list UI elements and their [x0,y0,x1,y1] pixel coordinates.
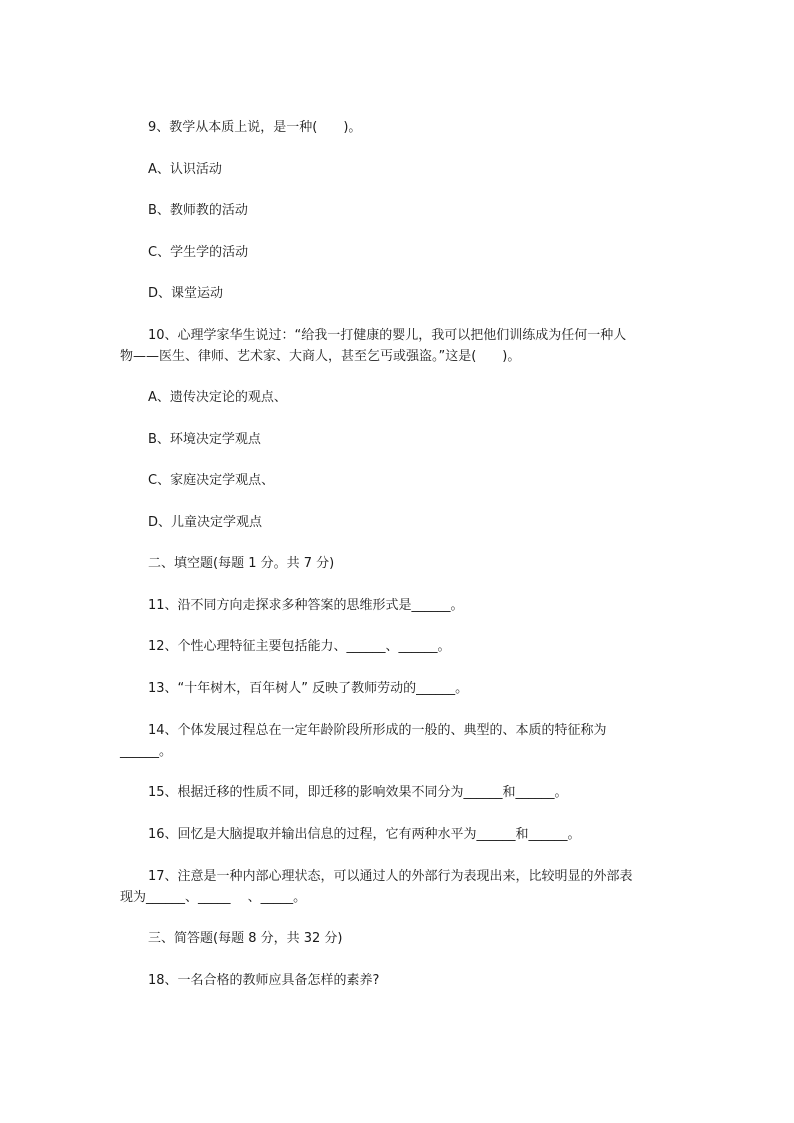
question-10-option-d: D、儿童决定学观点 [148,515,263,530]
question-10-option-c: C、家庭决定学观点、 [148,473,275,488]
question-15: 15、根据迁移的性质不同，即迁移的影响效果不同分为______和______。 [148,785,568,800]
question-9-stem: 9、教学从本质上说，是一种( )。 [148,120,362,135]
question-9-option-b: B、教师教的活动 [148,203,248,218]
section-2-heading: 二、填空题(每题 1 分。共 7 分) [148,556,335,571]
question-10-option-b: B、环境决定学观点 [148,432,261,447]
question-9-option-a: A、认识活动 [148,162,222,177]
question-18: 18、一名合格的教师应具备怎样的素养? [148,973,380,988]
section-3-heading: 三、简答题(每题 8 分，共 32 分) [148,931,343,946]
question-9-option-d: D、课堂运动 [148,286,224,301]
question-14-line1: 14、个体发展过程总在一定年龄阶段所形成的一般的、典型的、本质的特征称为 [148,723,607,738]
question-10-stem-line2: 物——医生、律师、艺术家、大商人，甚至乞丐或强盗。”这是( )。 [120,349,521,364]
question-9-option-c: C、学生学的活动 [148,245,249,260]
question-11: 11、沿不同方向走探求多种答案的思维形式是______。 [148,598,464,613]
question-17-line2: 现为______、_____ 、_____。 [120,890,307,905]
question-12: 12、个性心理特征主要包括能力、______、______。 [148,639,451,654]
question-14-line2: ______。 [120,744,173,759]
question-13: 13、“十年树木，百年树人” 反映了教师劳动的______。 [148,681,469,696]
question-17-line1: 17、注意是一种内部心理状态，可以通过人的外部行为表现出来，比较明显的外部表 [148,869,633,884]
question-10-option-a: A、遗传决定论的观点、 [148,390,287,405]
question-10-stem-line1: 10、心理学家华生说过：“给我一打健康的婴儿，我可以把他们训练成为任何一种人 [148,328,627,343]
question-16: 16、回忆是大脑提取并输出信息的过程，它有两种水平为______和______。 [148,827,581,842]
